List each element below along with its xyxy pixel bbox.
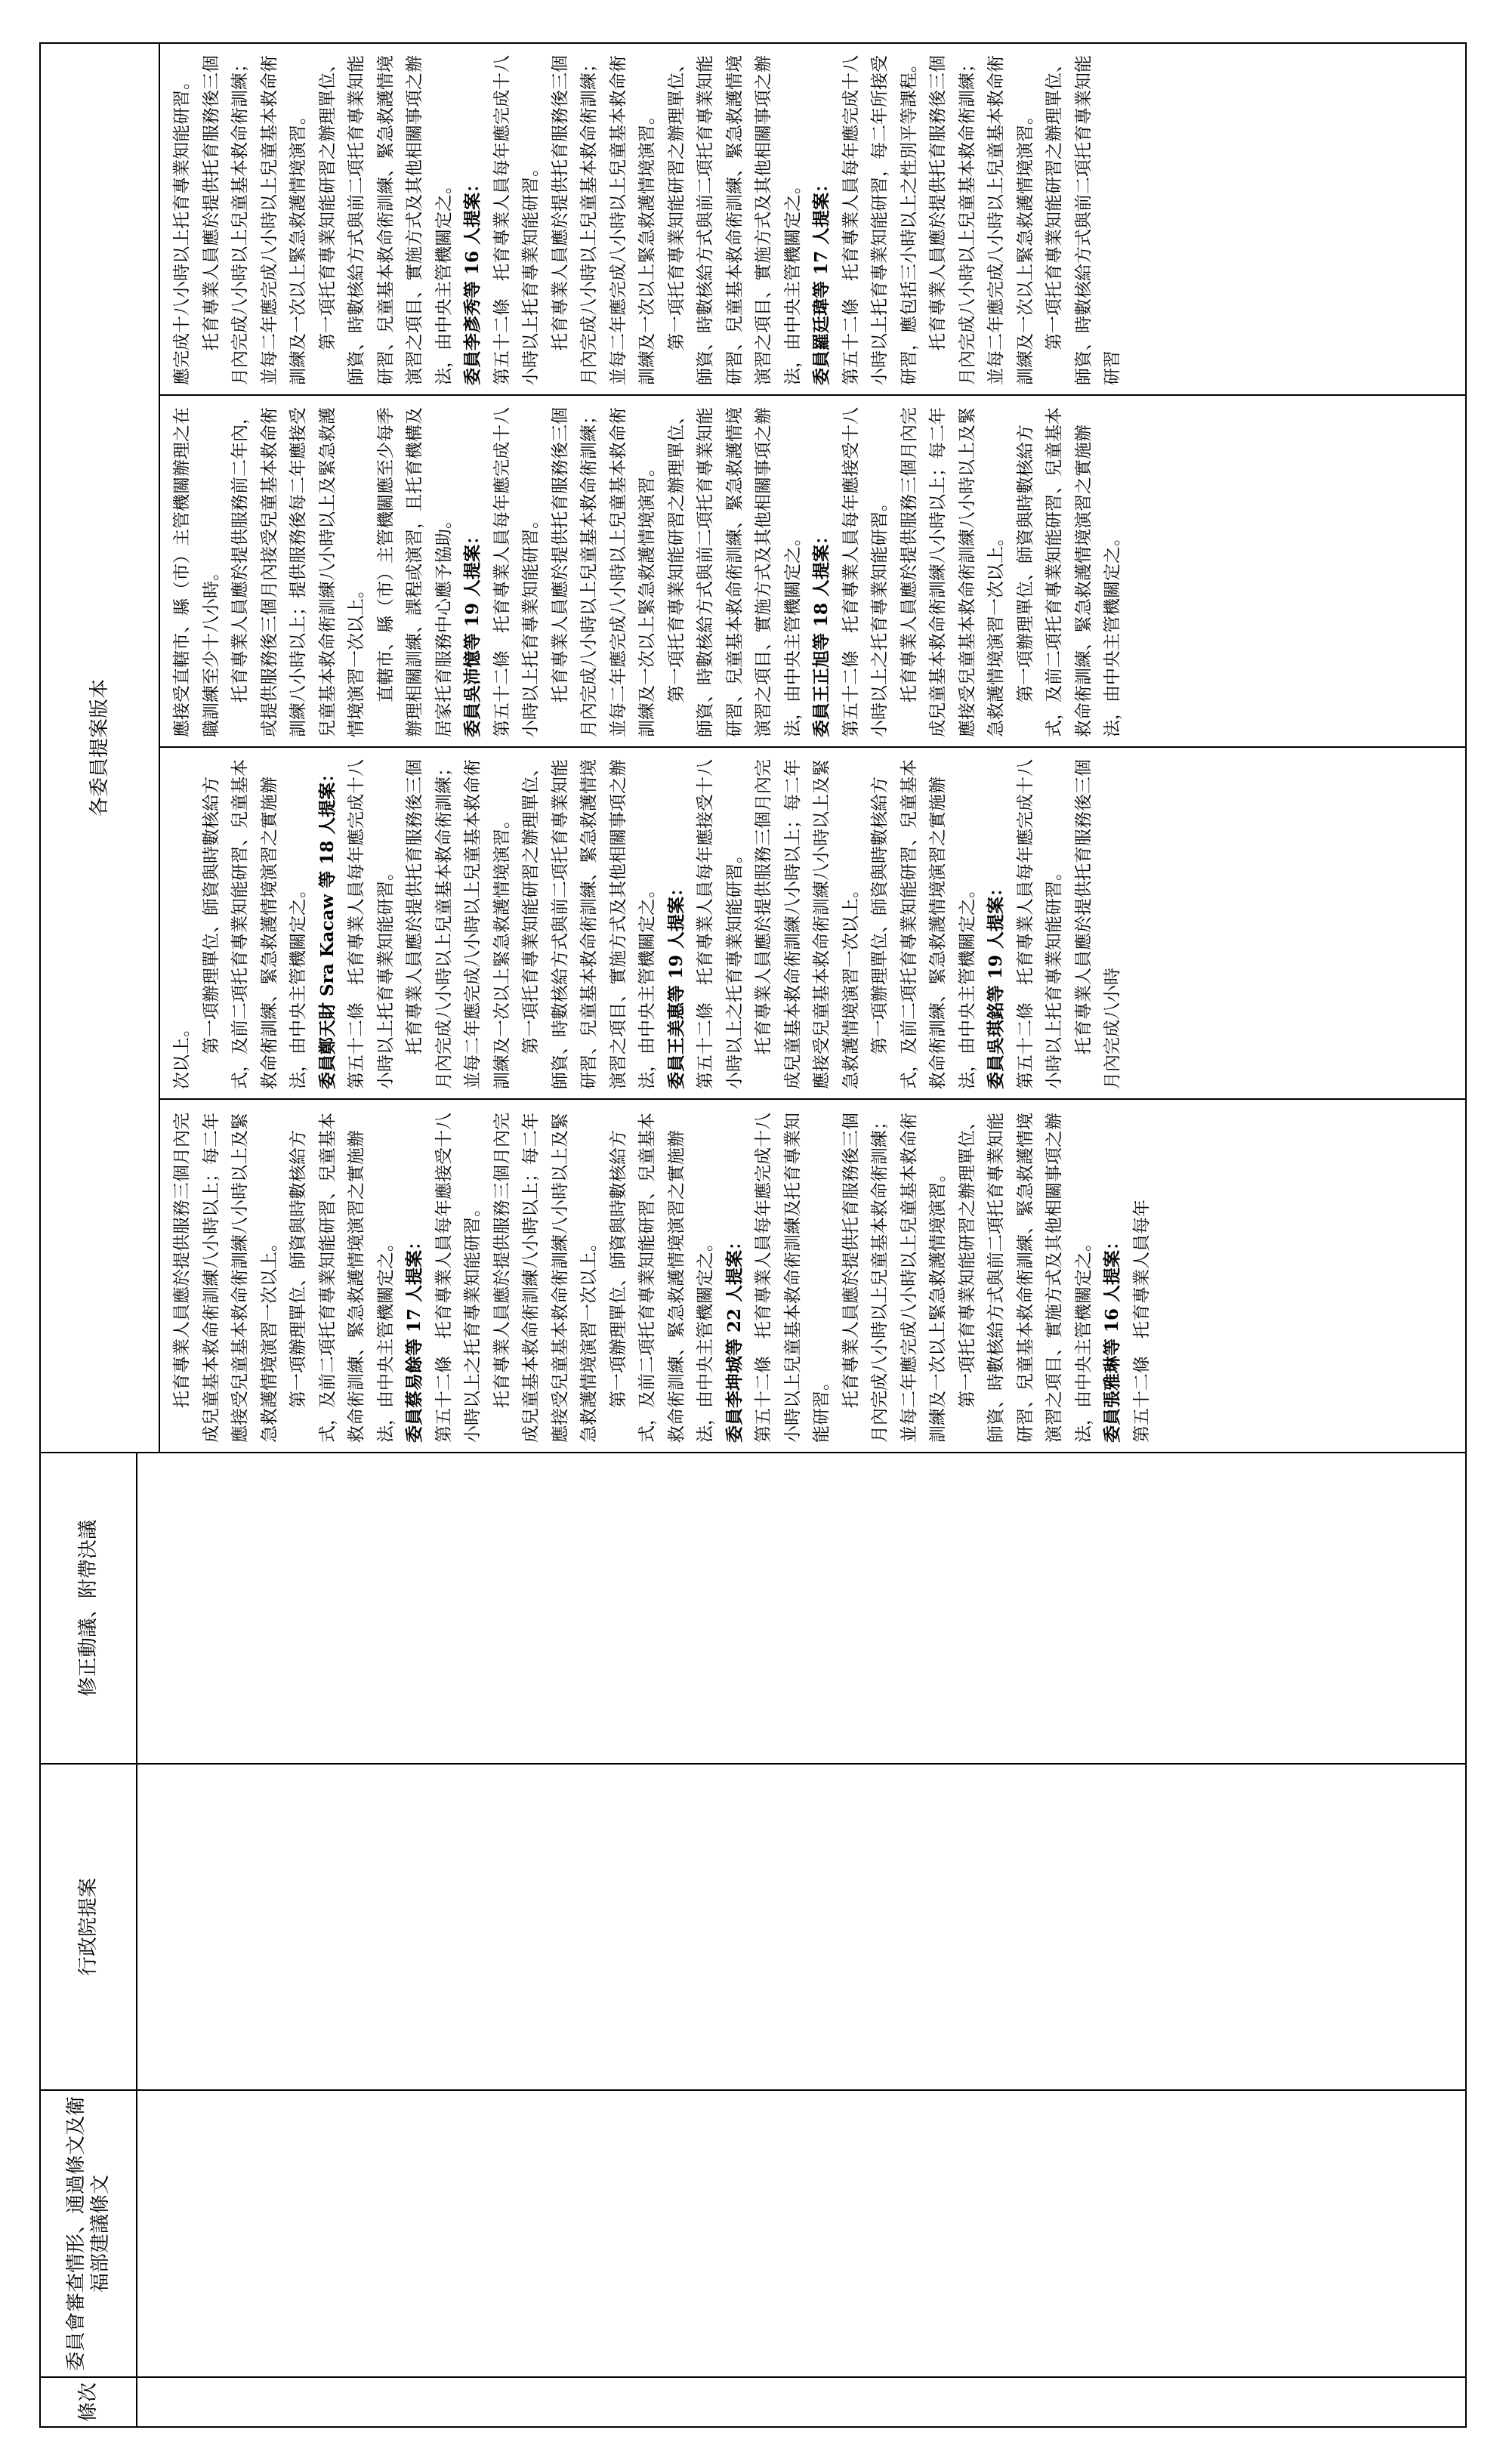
proposal-paragraph: 次以上。: [172, 1020, 192, 1089]
proposal-paragraph: 第一項辦理單位、師資與時數核給方式，及前二項托育專業知能研習、兒童基本救命術訓練、緊急救護情境演習之實施辦法，由中央主管機關定之。: [870, 759, 977, 1089]
proposer-heading: 委員吳沛憶等 19 人提案：: [462, 526, 483, 737]
proposal-paragraph: 托育專業人員應於提供托育服務後三個月內完成八小時以上兒童基本救命術訓練；並每二年應完成八小時以上兒童基本救命術訓練及一次以上緊急救護情境演習。: [550, 407, 657, 737]
amend-column: [136, 1452, 1465, 1763]
proposal-paragraph: 第一項托育專業知能研習之辦理單位、師資、時數核給方式與前二項托育專業知能研習、兒童基本救命術訓練、緊急救護情境演習之項目、實施方式及其他相關事項之辦法，由中央主管機關定之。: [666, 407, 803, 737]
versions-text-2: [168, 754, 1455, 1089]
proposal-paragraph: 托育專業人員應於提供服務三個月內完成兒童基本救命術訓練八小時以上；每二年應接受兒童基本救命術訓練八小時以上及緊急救護情境演習一次以上。: [754, 759, 861, 1089]
proposer-heading: 委員李彥秀等 16 人提案：: [462, 174, 483, 385]
versions-text-1: [168, 1106, 1455, 1443]
proposal-paragraph: 直轄市、縣（市）主管機關應至少每季辦理相關訓練、課程或演習，且托育機構及居家托育服務中心應予協助。: [375, 407, 454, 737]
proposer-heading: 委員鄭天財 Sra Kacaw 等 18 人提案：: [316, 764, 338, 1089]
proposal-paragraph: 托育專業人員應於提供托育服務後三個月內完成八小時以上兒童基本救命術訓練；並每二年應完成八小時以上兒童基本救命術訓練及一次以上緊急救護情境演習。: [928, 55, 1035, 385]
proposal-paragraph: 第五十二條 托育專業人員每年應完成十八小時以上兒童基本救命術訓練及托育專業知能研習。: [754, 1113, 832, 1443]
review-column: [136, 2089, 1465, 2376]
exec-column: [136, 1763, 1465, 2089]
proposal-paragraph: 托育專業人員應於提供托育服務後三個月內完成八小時以上兒童基本救命術訓練；並每二年應完成八小時以上兒童基本救命術訓練及一次以上緊急救護情境演習。: [550, 55, 657, 385]
proposal-paragraph: 托育專業人員應於提供服務三個月內完成兒童基本救命術訓練八小時以上；每二年應接受兒童基本救命術訓練八小時以上及緊急救護情境演習一次以上。: [172, 1113, 279, 1443]
proposal-paragraph: 第五十二條 托育專業人員每年應完成十八小時以上托育專業知能研習。: [492, 407, 541, 737]
article-column: [136, 2376, 1465, 2426]
header-article: [41, 2376, 136, 2426]
header-exec: [41, 1763, 136, 2089]
proposal-paragraph: 第一項托育專業知能研習之辦理單位、師資、時數核給方式與前二項托育專業知能研習、兒童基本救命術訓練、緊急救護情境演習之項目、實施方式及其他相關事項之辦法，由中央主管機關定之。: [666, 55, 803, 385]
proposal-paragraph: 應接受直轄市、縣（市）主管機關辦理之在職訓練至少十八小時。: [172, 407, 221, 737]
versions-text-4: [168, 50, 1455, 385]
proposal-paragraph: 第五十二條 托育專業人員每年: [1131, 1200, 1152, 1443]
header-versions-label: 各委員提案版本: [88, 679, 111, 817]
proposal-paragraph: 第五十二條 托育專業人員每年應接受十八小時以上之托育專業知能研習。: [434, 1113, 483, 1443]
header-versions: [41, 44, 159, 1452]
proposal-paragraph: 第五十二條 托育專業人員每年應完成十八小時以上托育專業知能研習。: [492, 55, 541, 385]
proposal-paragraph: 應完成十八小時以上托育專業知能研習。: [172, 73, 192, 385]
proposer-heading: 委員王正旭等 18 人提案：: [811, 526, 832, 737]
proposal-paragraph: 托育專業人員應於提供托育服務後三個月內完成八小時: [1073, 759, 1122, 1089]
proposer-heading: 委員吳琪銘等 19 人提案：: [986, 878, 1006, 1089]
proposal-paragraph: 第一項托育專業知能研習之辦理單位、師資、時數核給方式與前二項托育專業知能研習、兒童基本救命術訓練、緊急救護情境演習之項目、實施方式及其他相關事項之辦法，由中央主管機關定之。: [521, 759, 657, 1089]
proposal-paragraph: 第五十二條 托育專業人員每年應完成十八小時以上托育專業知能研習，每二年所接受研習，應包括三小時以上之性別平等課程。: [841, 55, 919, 385]
header-amend-label: 修正動議、附帶決議: [76, 1520, 100, 1697]
proposer-heading: 委員張雅琳等 16 人提案：: [1102, 1232, 1122, 1443]
versions-text-3: [168, 402, 1455, 737]
proposal-paragraph: 托育專業人員應於提供托育服務後三個月內完成八小時以上兒童基本救命術訓練；並每二年應完成八小時以上兒童基本救命術訓練及一次以上緊急救護情境演習。: [201, 55, 308, 385]
proposal-paragraph: 托育專業人員應於提供服務前二年內，或提供服務後三個月內接受兒童基本救命術訓練八小時以上；提供服務後每二年應接受兒童基本救命術訓練八小時以上及緊急救護情境演習一次以上。: [230, 407, 366, 737]
proposal-paragraph: 第一項辦理單位、師資與時數核給方式，及前二項托育專業知能研習、兒童基本救命術訓練、緊急救護情境演習之實施辦法，由中央主管機關定之。: [608, 1113, 715, 1443]
proposer-heading: 委員李坤城等 22 人提案：: [724, 1232, 745, 1443]
comparison-table: [39, 42, 1467, 2428]
proposal-paragraph: 第一項托育專業知能研習之辦理單位、師資、時數核給方式與前二項托育專業知能研習、兒童基本救命術訓練、緊急救護情境演習之項目、實施方式及其他相關事項之辦法，由中央主管機關定之。: [957, 1113, 1094, 1443]
header-amend: [41, 1452, 136, 1763]
proposal-paragraph: 第一項托育專業知能研習之辦理單位、師資、時數核給方式與前二項托育專業知能研習、兒童基本救命術訓練、緊急救護情境演習之項目、實施方式及其他相關事項之辦法，由中央主管機關定之。: [317, 55, 454, 385]
proposal-paragraph: 托育專業人員應於提供服務三個月內完成兒童基本救命術訓練八小時以上；每二年應接受兒童基本救命術訓練八小時以上及緊急救護情境演習一次以上。: [899, 407, 1006, 737]
header-review-label: 委員會審查情形、通過條文及衛福部建議條文: [64, 2096, 112, 2372]
proposer-heading: 委員羅廷瑋等 17 人提案：: [811, 174, 832, 385]
header-review: [41, 2089, 136, 2376]
proposal-paragraph: 第一項辦理單位、師資與時數核給方式，及前二項托育專業知能研習、兒童基本救命術訓練、緊急救護情境演習之實施辦法，由中央主管機關定之。: [289, 1113, 396, 1443]
proposal-paragraph: 第一項辦理單位、師資與時數核給方式，及前二項托育專業知能研習、兒童基本救命術訓練、緊急救護情境演習之實施辦法，由中央主管機關定之。: [1015, 407, 1122, 737]
proposal-paragraph: 托育專業人員應於提供托育服務後三個月內完成八小時以上兒童基本救命術訓練；並每二年應完成八小時以上兒童基本救命術訓練及一次以上緊急救護情境演習。: [405, 759, 512, 1089]
proposer-heading: 委員蔡易餘等 17 人提案：: [404, 1232, 424, 1443]
proposal-paragraph: 第一項辦理單位、師資與時數核給方式，及前二項托育專業知能研習、兒童基本救命術訓練、緊急救護情境演習之實施辦法，由中央主管機關定之。: [201, 759, 308, 1089]
header-exec-label: 行政院提案: [76, 1878, 100, 1977]
proposal-paragraph: 第一項托育專業知能研習之辦理單位、師資、時數核給方式與前二項托育專業知能研習: [1045, 55, 1122, 385]
proposal-paragraph: 第五十二條 托育專業人員每年應接受十八小時以上之托育專業知能研習。: [696, 759, 745, 1089]
proposal-paragraph: 第五十二條 托育專業人員每年應完成十八小時以上托育專業知能研習。: [347, 759, 396, 1089]
header-article-label: 條次: [76, 2382, 100, 2422]
proposal-paragraph: 托育專業人員應於提供服務三個月內完成兒童基本救命術訓練八小時以上；每二年應接受兒童基本救命術訓練八小時以上及緊急救護情境演習一次以上。: [492, 1113, 599, 1443]
proposal-paragraph: 第五十二條 托育專業人員每年應接受十八小時以上之托育專業知能研習。: [841, 407, 890, 737]
proposer-heading: 委員王美惠等 19 人提案：: [665, 878, 687, 1089]
proposal-paragraph: 托育專業人員應於提供托育服務後三個月內完成八小時以上兒童基本救命術訓練；並每二年應完成八小時以上兒童基本救命術訓練及一次以上緊急救護情境演習。: [841, 1113, 948, 1443]
proposal-paragraph: 第五十二條 托育專業人員每年應完成十八小時以上托育專業知能研習。: [1015, 759, 1064, 1089]
